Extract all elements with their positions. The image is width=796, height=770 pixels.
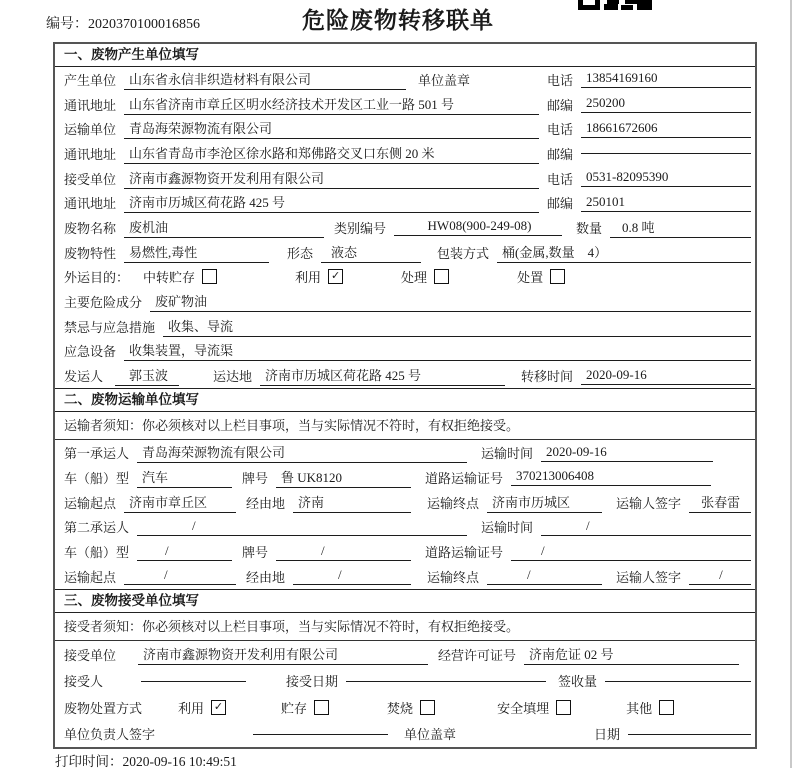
option-label: 安全填埋 <box>497 700 550 716</box>
license-value: 济南危证 02 号 <box>524 644 739 665</box>
producer-zip-value: 250200 <box>581 95 751 113</box>
transfer-time-label: 转移时间 <box>521 369 574 385</box>
address-label: 通讯地址 <box>64 196 117 212</box>
via-label: 经由地 <box>246 569 286 585</box>
transport-time-label: 运输时间 <box>481 446 534 462</box>
unit-seal-label: 单位盖章 <box>404 727 457 743</box>
shipper-label: 发运人 <box>64 369 104 385</box>
option-label: 处理 <box>401 270 428 286</box>
hazard-value: 废矿物油 <box>150 291 751 312</box>
vehicle-type-value: / <box>137 543 232 561</box>
category-code-label: 类别编号 <box>334 220 387 236</box>
receiver-value: 济南市鑫源物资开发利用有限公司 <box>124 168 539 189</box>
row-waste-properties <box>55 240 755 265</box>
row-shipper <box>55 363 755 388</box>
transporter-sign-value: 张春雷 <box>689 492 751 513</box>
receiver-notice: 接受者须知：你必须核对以上栏目事项，当与实际情况不符时，有权拒绝接受。 <box>55 613 755 642</box>
row-producer <box>55 67 755 92</box>
row-disposal-method <box>55 694 755 721</box>
row-route-2 <box>55 564 755 589</box>
row-vehicle-1 <box>55 465 755 490</box>
option-label: 处置 <box>517 270 544 286</box>
row-waste-name <box>55 215 755 240</box>
receiver-phone-value: 0531-82095390 <box>581 169 751 187</box>
disposal-option-other <box>626 698 674 717</box>
route-start-value: / <box>124 567 236 585</box>
destination-value: 济南市历城区荷花路 425 号 <box>260 365 505 386</box>
checkbox <box>434 269 449 284</box>
producer-address-group <box>64 94 547 115</box>
purpose-option-utilize <box>295 267 343 286</box>
equipment-value: 收集装置，导流渠 <box>124 340 751 361</box>
option-label: 利用 <box>295 270 322 286</box>
via-label: 经由地 <box>246 495 286 511</box>
transporter-notice: 运输者须知：你必须核对以上栏目事项，当与实际情况不符时，有权拒绝接受。 <box>55 412 755 441</box>
row-acceptance <box>55 668 755 695</box>
road-permit-value: 370213006408 <box>511 468 711 486</box>
row-second-carrier <box>55 515 755 540</box>
option-label: 利用 <box>178 700 205 716</box>
route-end-label: 运输终点 <box>427 495 480 511</box>
equipment-label: 应急设备 <box>64 344 117 360</box>
transporter-phone-value: 18661672606 <box>581 120 751 138</box>
print-time <box>55 750 237 770</box>
row-transporter-address <box>55 141 755 166</box>
row-receiver <box>55 166 755 191</box>
route-start-label: 运输起点 <box>64 569 117 585</box>
receiver-address-group <box>64 192 547 213</box>
acceptor-value <box>141 680 246 682</box>
receiver-group <box>64 168 547 189</box>
address-label: 通讯地址 <box>64 146 117 162</box>
row-receiver-address <box>55 190 755 215</box>
option-label: 贮存 <box>281 700 308 716</box>
row-transfer-purpose <box>55 265 755 290</box>
producer-phone-value: 13854169160 <box>581 70 751 88</box>
checkbox <box>420 700 435 715</box>
section1-title: 一、废物产生单位填写 <box>55 44 755 67</box>
disposal-method-label: 废物处置方式 <box>64 700 143 716</box>
serial-label: 编号： <box>46 17 88 32</box>
receiver-zip-group <box>547 193 751 212</box>
hazard-label: 主要危险成分 <box>64 295 143 311</box>
date-label: 日期 <box>594 727 621 743</box>
form-table <box>53 42 757 749</box>
option-label: 焚烧 <box>387 700 414 716</box>
producer-group <box>64 69 547 90</box>
disposal-option-incinerate <box>387 698 435 717</box>
receiver-label: 接受单位 <box>64 171 117 187</box>
transporter-address-group <box>64 143 547 164</box>
transporter-address-value: 山东省青岛市李沧区徐水路和郑佛路交叉口东侧 20 米 <box>124 143 539 164</box>
transporter-sign-label: 运输人签字 <box>616 569 682 585</box>
disposal-option-store <box>281 698 329 717</box>
row-signoff <box>55 721 755 748</box>
second-carrier-label: 第二承运人 <box>64 520 130 536</box>
route-end-label: 运输终点 <box>427 569 480 585</box>
route-end-value: / <box>487 567 602 585</box>
transporter-zip-value <box>581 152 751 154</box>
row-hazard-components <box>55 289 755 314</box>
vehicle-type-label: 车（船）型 <box>64 470 130 486</box>
producer-phone-group <box>547 70 751 89</box>
waste-prop-value: 易燃性,毒性 <box>124 242 269 263</box>
form-state-value: 液态 <box>321 242 421 263</box>
plate-label: 牌号 <box>242 470 269 486</box>
route-start-value: 济南市章丘区 <box>124 492 236 513</box>
print-time-value: 2020-09-16 10:49:51 <box>122 754 237 769</box>
transporter-sign-label: 运输人签字 <box>616 495 682 511</box>
purpose-label: 外运目的： <box>64 270 130 286</box>
checkbox <box>314 700 329 715</box>
disposal-option-utilize <box>178 698 226 717</box>
transfer-time-value: 2020-09-16 <box>581 367 751 385</box>
accepting-unit-label: 接受单位 <box>64 647 117 663</box>
producer-zip-group <box>547 95 751 114</box>
accept-date-value <box>346 680 546 682</box>
zip-label: 邮编 <box>547 97 574 113</box>
vehicle-type-label: 车（船）型 <box>64 545 130 561</box>
transport-time-value: / <box>541 518 751 536</box>
row-vehicle-2 <box>55 539 755 564</box>
waste-name-label: 废物名称 <box>64 220 117 236</box>
transporter-group <box>64 118 547 139</box>
plate-value: 鲁 UK8120 <box>276 467 411 488</box>
first-carrier-label: 第一承运人 <box>64 446 130 462</box>
option-label: 中转贮存 <box>143 270 196 286</box>
plate-value: / <box>276 543 411 561</box>
transporter-label: 运输单位 <box>64 122 117 138</box>
first-carrier-value: 青岛海荣源物流有限公司 <box>137 442 467 463</box>
plate-label: 牌号 <box>242 545 269 561</box>
row-accepting-unit <box>55 641 755 668</box>
quantity-value: 0.8 吨 <box>610 217 751 238</box>
print-time-label: 打印时间： <box>55 754 123 769</box>
vehicle-type-value: 汽车 <box>137 467 232 488</box>
zip-label: 邮编 <box>547 146 574 162</box>
accepting-unit-value: 济南市鑫源物资开发利用有限公司 <box>138 644 428 665</box>
address-label: 通讯地址 <box>64 97 117 113</box>
responsible-sign-label: 单位负责人签字 <box>64 727 156 743</box>
receiver-address-value: 济南市历城区荷花路 425 号 <box>124 192 539 213</box>
road-permit-label: 道路运输证号 <box>425 470 504 486</box>
waste-name-value: 废机油 <box>124 217 324 238</box>
destination-label: 运达地 <box>213 369 253 385</box>
producer-value: 山东省永信非织造材料有限公司 <box>124 69 406 90</box>
shipper-value: 郭玉波 <box>115 365 179 386</box>
category-code-value: HW08(900-249-08) <box>394 218 562 236</box>
form-title: 危险废物转移联单 <box>302 8 494 33</box>
accept-date-label: 接受日期 <box>286 674 339 690</box>
row-transporter <box>55 116 755 141</box>
option-label: 其他 <box>626 700 653 716</box>
transport-time-value: 2020-09-16 <box>541 444 713 462</box>
phone-label: 电话 <box>547 171 574 187</box>
row-emergency-equipment <box>55 339 755 364</box>
responsible-sign-value <box>253 733 388 735</box>
quantity-label: 数量 <box>576 220 603 236</box>
second-carrier-value: / <box>137 518 467 536</box>
disposal-option-landfill <box>497 698 571 717</box>
road-permit-label: 道路运输证号 <box>425 545 504 561</box>
measures-value: 收集、导流 <box>163 316 751 337</box>
checkbox-checked: ✓ <box>328 269 343 284</box>
road-permit-value: / <box>511 543 751 561</box>
received-amount-label: 签收量 <box>558 674 598 690</box>
checkbox <box>659 700 674 715</box>
packaging-label: 包装方式 <box>437 245 490 261</box>
via-value: 济南 <box>293 492 411 513</box>
row-route-1 <box>55 490 755 515</box>
checkbox <box>550 269 565 284</box>
purpose-option-dispose <box>517 267 565 286</box>
received-amount-value <box>605 680 751 682</box>
checkbox-checked: ✓ <box>211 700 226 715</box>
purpose-option-storage <box>143 267 217 286</box>
producer-address-value: 山东省济南市章丘区明水经济技术开发区工业一路 501 号 <box>124 94 539 115</box>
phone-label: 电话 <box>547 72 574 88</box>
section2-title: 二、废物运输单位填写 <box>55 388 755 412</box>
zip-label: 邮编 <box>547 196 574 212</box>
unit-seal-label: 单位盖章 <box>418 72 471 88</box>
route-end-value: 济南市历城区 <box>487 492 602 513</box>
producer-label: 产生单位 <box>64 72 117 88</box>
transporter-zip-group <box>547 144 751 163</box>
transporter-sign-value: / <box>689 567 751 585</box>
packaging-value: 桶(金属,数量 4） <box>497 242 751 263</box>
receiver-zip-value: 250101 <box>581 194 751 212</box>
phone-label: 电话 <box>547 122 574 138</box>
route-start-label: 运输起点 <box>64 495 117 511</box>
license-label: 经营许可证号 <box>438 647 517 663</box>
checkbox <box>202 269 217 284</box>
date-value <box>628 733 751 735</box>
window-edge-line <box>790 0 792 768</box>
transporter-value: 青岛海荣源物流有限公司 <box>124 118 539 139</box>
form-state-label: 形态 <box>287 245 314 261</box>
waste-prop-label: 废物特性 <box>64 245 117 261</box>
transport-time-label: 运输时间 <box>481 520 534 536</box>
serial-value: 2020370100016856 <box>88 17 200 32</box>
purpose-option-treat <box>401 267 449 286</box>
measures-label: 禁忌与应急措施 <box>64 319 156 335</box>
transporter-phone-group <box>547 119 751 138</box>
receiver-phone-group <box>547 169 751 188</box>
checkbox <box>556 700 571 715</box>
section3-title: 三、废物接受单位填写 <box>55 589 755 613</box>
acceptor-label: 接受人 <box>64 674 104 690</box>
row-producer-address <box>55 92 755 117</box>
row-emergency-measures <box>55 314 755 339</box>
row-first-carrier <box>55 440 755 465</box>
via-value: / <box>293 567 411 585</box>
